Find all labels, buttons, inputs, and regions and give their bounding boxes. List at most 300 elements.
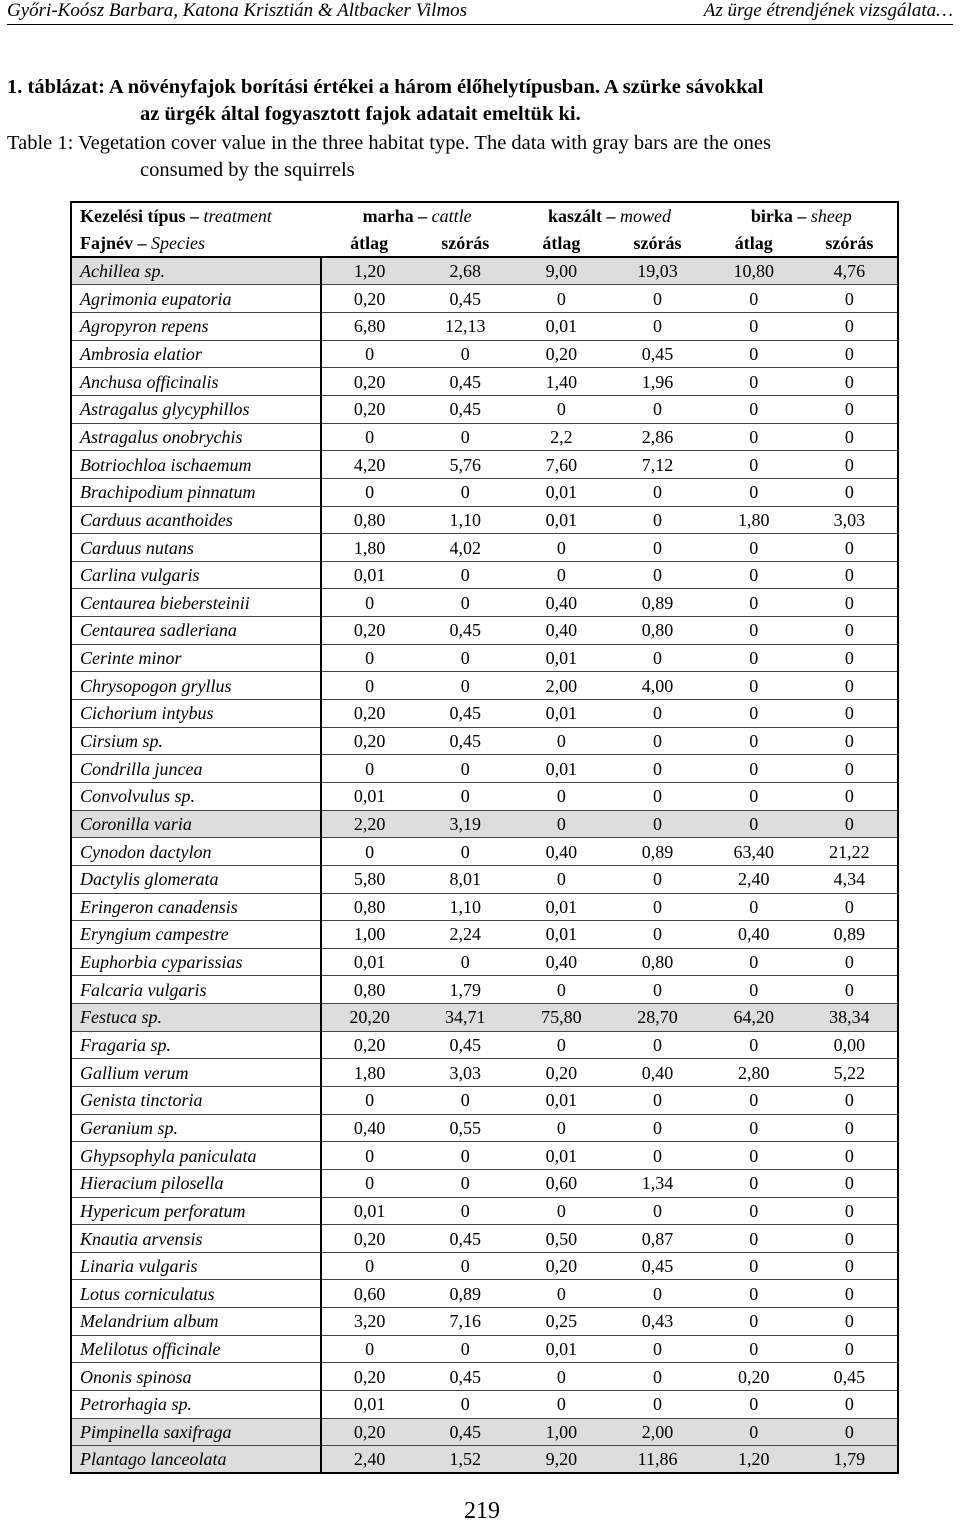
sd-value-cell: 0 bbox=[802, 1087, 898, 1115]
mean-value-cell: 2,40 bbox=[321, 1446, 417, 1474]
sd-value-cell: 0 bbox=[802, 451, 898, 479]
mean-value-cell: 0,20 bbox=[321, 368, 417, 396]
table-row bbox=[71, 893, 898, 921]
sd-value-cell: 0 bbox=[802, 810, 898, 838]
species-label-en: Species bbox=[151, 232, 205, 253]
species-name-cell: Agrimonia eupatoria bbox=[71, 285, 321, 313]
mean-value-cell: 0,20 bbox=[321, 1418, 417, 1446]
table-row bbox=[71, 921, 898, 949]
sd-value-cell: 7,16 bbox=[417, 1308, 513, 1336]
species-name-cell: Gallium verum bbox=[71, 1059, 321, 1087]
mean-value-cell: 0 bbox=[513, 782, 609, 810]
table-row bbox=[71, 1418, 898, 1446]
treatment-header-cell bbox=[71, 202, 321, 230]
table-row bbox=[71, 1391, 898, 1419]
sd-value-cell: 0,45 bbox=[417, 617, 513, 645]
sd-value-cell: 0 bbox=[609, 1087, 705, 1115]
group-label-hu: birka bbox=[750, 206, 793, 227]
sd-value-cell: 0 bbox=[802, 478, 898, 506]
mean-value-cell: 0 bbox=[321, 644, 417, 672]
sd-value-cell: 2,24 bbox=[417, 921, 513, 949]
group-label-en: sheep bbox=[810, 206, 852, 227]
dash: – bbox=[137, 232, 147, 253]
mean-value-cell: 0,01 bbox=[513, 755, 609, 783]
sd-value-cell: 0 bbox=[609, 700, 705, 728]
sd-value-cell: 0 bbox=[802, 1308, 898, 1336]
mean-value-cell: 10,80 bbox=[706, 257, 802, 285]
mean-value-cell: 0 bbox=[706, 976, 802, 1004]
mean-value-cell: 0,40 bbox=[513, 589, 609, 617]
sd-value-cell: 7,12 bbox=[609, 451, 705, 479]
mean-value-cell: 0,01 bbox=[513, 506, 609, 534]
mean-value-cell: 1,80 bbox=[321, 1059, 417, 1087]
sd-value-cell: 0 bbox=[802, 368, 898, 396]
species-name-cell: Anchusa officinalis bbox=[71, 368, 321, 396]
species-name-cell: Lotus corniculatus bbox=[71, 1280, 321, 1308]
sd-value-cell: 21,22 bbox=[802, 838, 898, 866]
table-row bbox=[71, 865, 898, 893]
mean-value-cell: 9,20 bbox=[513, 1446, 609, 1474]
mean-value-cell: 0 bbox=[706, 1391, 802, 1419]
sd-value-cell: 1,79 bbox=[417, 976, 513, 1004]
table-row bbox=[71, 534, 898, 562]
sd-value-cell: 0,89 bbox=[802, 921, 898, 949]
sd-value-cell: 0,45 bbox=[417, 368, 513, 396]
table-row bbox=[71, 451, 898, 479]
table-row bbox=[71, 700, 898, 728]
mean-value-cell: 0,40 bbox=[321, 1114, 417, 1142]
sd-value-cell: 0 bbox=[609, 810, 705, 838]
sd-value-cell: 0 bbox=[609, 506, 705, 534]
sd-value-cell: 0 bbox=[417, 1197, 513, 1225]
mean-value-cell: 0,01 bbox=[321, 561, 417, 589]
species-name-cell: Carduus nutans bbox=[71, 534, 321, 562]
mean-value-cell: 20,20 bbox=[321, 1004, 417, 1032]
table-row bbox=[71, 395, 898, 423]
mean-value-cell: 0 bbox=[706, 1142, 802, 1170]
sd-value-cell: 3,19 bbox=[417, 810, 513, 838]
stat-header-sd: szórás bbox=[417, 230, 513, 258]
mean-value-cell: 0 bbox=[706, 893, 802, 921]
sd-value-cell: 0,45 bbox=[417, 285, 513, 313]
sd-value-cell: 0 bbox=[609, 1197, 705, 1225]
sd-value-cell: 34,71 bbox=[417, 1004, 513, 1032]
mean-value-cell: 0 bbox=[706, 589, 802, 617]
mean-value-cell: 0 bbox=[706, 700, 802, 728]
sd-value-cell: 1,10 bbox=[417, 893, 513, 921]
species-name-cell: Eringeron canadensis bbox=[71, 893, 321, 921]
mean-value-cell: 0 bbox=[513, 1031, 609, 1059]
sd-value-cell: 0 bbox=[609, 1114, 705, 1142]
species-name-cell: Convolvulus sp. bbox=[71, 782, 321, 810]
mean-value-cell: 0 bbox=[706, 1225, 802, 1253]
sd-value-cell: 0 bbox=[802, 1252, 898, 1280]
species-name-cell: Astragalus onobrychis bbox=[71, 423, 321, 451]
sd-value-cell: 5,22 bbox=[802, 1059, 898, 1087]
mean-value-cell: 0,20 bbox=[513, 1252, 609, 1280]
mean-value-cell: 63,40 bbox=[706, 838, 802, 866]
mean-value-cell: 0 bbox=[706, 285, 802, 313]
mean-value-cell: 0,01 bbox=[513, 700, 609, 728]
sd-value-cell: 19,03 bbox=[609, 257, 705, 285]
table-row bbox=[71, 810, 898, 838]
header-authors: Győri-Koósz Barbara, Katona Krisztián & Altbacker Vilmos bbox=[7, 0, 468, 21]
species-label-hu: Fajnév bbox=[80, 232, 133, 253]
mean-value-cell: 0,50 bbox=[513, 1225, 609, 1253]
sd-value-cell: 1,10 bbox=[417, 506, 513, 534]
mean-value-cell: 1,00 bbox=[513, 1418, 609, 1446]
table-row bbox=[71, 755, 898, 783]
mean-value-cell: 0,01 bbox=[513, 313, 609, 341]
sd-value-cell: 0,40 bbox=[609, 1059, 705, 1087]
species-name-cell: Ononis spinosa bbox=[71, 1363, 321, 1391]
mean-value-cell: 0 bbox=[706, 1308, 802, 1336]
species-name-cell: Geranium sp. bbox=[71, 1114, 321, 1142]
sd-value-cell: 0 bbox=[802, 1335, 898, 1363]
table-row bbox=[71, 257, 898, 285]
sd-value-cell: 2,86 bbox=[609, 423, 705, 451]
species-name-cell: Fragaria sp. bbox=[71, 1031, 321, 1059]
sd-value-cell: 3,03 bbox=[417, 1059, 513, 1087]
mean-value-cell: 0 bbox=[321, 755, 417, 783]
sd-value-cell: 0 bbox=[802, 1169, 898, 1197]
sd-value-cell: 0 bbox=[802, 727, 898, 755]
table-row bbox=[71, 1169, 898, 1197]
stat-header-mean: átlag bbox=[513, 230, 609, 258]
sd-value-cell: 0 bbox=[802, 755, 898, 783]
mean-value-cell: 0,80 bbox=[321, 893, 417, 921]
sd-value-cell: 0,45 bbox=[417, 1031, 513, 1059]
mean-value-cell: 0 bbox=[321, 1169, 417, 1197]
stat-header-sd: szórás bbox=[609, 230, 705, 258]
sd-value-cell: 0 bbox=[802, 1280, 898, 1308]
table-row bbox=[71, 478, 898, 506]
sd-value-cell: 0,45 bbox=[802, 1363, 898, 1391]
treatment-header-row bbox=[71, 202, 898, 230]
group-header-mowed bbox=[513, 202, 705, 230]
header-article-title: Az ürge étrendjének vizsgálata… bbox=[703, 0, 953, 21]
mean-value-cell: 0 bbox=[321, 672, 417, 700]
species-name-cell: Cichorium intybus bbox=[71, 700, 321, 728]
sd-value-cell: 0 bbox=[609, 1363, 705, 1391]
mean-value-cell: 0 bbox=[706, 340, 802, 368]
species-name-cell: Centaurea biebersteinii bbox=[71, 589, 321, 617]
mean-value-cell: 0,20 bbox=[706, 1363, 802, 1391]
mean-value-cell: 0 bbox=[706, 1197, 802, 1225]
dash: – bbox=[606, 206, 616, 227]
mean-value-cell: 0,01 bbox=[321, 948, 417, 976]
table-row bbox=[71, 1363, 898, 1391]
table-row bbox=[71, 1446, 898, 1474]
mean-value-cell: 0,40 bbox=[706, 921, 802, 949]
sd-value-cell: 0 bbox=[802, 1225, 898, 1253]
mean-value-cell: 1,80 bbox=[706, 506, 802, 534]
species-name-cell: Cerinte minor bbox=[71, 644, 321, 672]
mean-value-cell: 0,20 bbox=[321, 1031, 417, 1059]
group-label-hu: marha bbox=[362, 206, 414, 227]
group-label-hu: kaszált bbox=[547, 206, 602, 227]
sd-value-cell: 28,70 bbox=[609, 1004, 705, 1032]
running-header bbox=[7, 0, 953, 25]
mean-value-cell: 2,80 bbox=[706, 1059, 802, 1087]
sd-value-cell: 0 bbox=[802, 534, 898, 562]
species-name-cell: Hieracium pilosella bbox=[71, 1169, 321, 1197]
species-name-cell: Astragalus glycyphillos bbox=[71, 395, 321, 423]
sd-value-cell: 0,45 bbox=[417, 1418, 513, 1446]
mean-value-cell: 0 bbox=[706, 423, 802, 451]
dash: – bbox=[418, 206, 428, 227]
mean-value-cell: 7,60 bbox=[513, 451, 609, 479]
treatment-label-en: treatment bbox=[203, 206, 272, 227]
sd-value-cell: 0 bbox=[802, 561, 898, 589]
mean-value-cell: 0 bbox=[513, 561, 609, 589]
mean-value-cell: 0,20 bbox=[321, 727, 417, 755]
mean-value-cell: 0 bbox=[706, 534, 802, 562]
mean-value-cell: 0 bbox=[706, 948, 802, 976]
table-row bbox=[71, 313, 898, 341]
mean-value-cell: 4,20 bbox=[321, 451, 417, 479]
sd-value-cell: 0 bbox=[802, 893, 898, 921]
sd-value-cell: 0,89 bbox=[609, 589, 705, 617]
mean-value-cell: 0,20 bbox=[513, 340, 609, 368]
mean-value-cell: 0,01 bbox=[513, 893, 609, 921]
sd-value-cell: 4,02 bbox=[417, 534, 513, 562]
species-name-cell: Centaurea sadleriana bbox=[71, 617, 321, 645]
table-row bbox=[71, 672, 898, 700]
sd-value-cell: 0,80 bbox=[609, 617, 705, 645]
species-header-cell bbox=[71, 230, 321, 258]
mean-value-cell: 0,01 bbox=[513, 478, 609, 506]
species-name-cell: Agropyron repens bbox=[71, 313, 321, 341]
mean-value-cell: 0 bbox=[513, 810, 609, 838]
sd-value-cell: 12,13 bbox=[417, 313, 513, 341]
table-caption bbox=[7, 74, 952, 184]
mean-value-cell: 0 bbox=[513, 534, 609, 562]
sd-value-cell: 0 bbox=[417, 561, 513, 589]
sd-value-cell: 0,55 bbox=[417, 1114, 513, 1142]
mean-value-cell: 1,80 bbox=[321, 534, 417, 562]
sd-value-cell: 0 bbox=[417, 672, 513, 700]
mean-value-cell: 0 bbox=[706, 1252, 802, 1280]
mean-value-cell: 0 bbox=[513, 727, 609, 755]
species-name-cell: Botriochloa ischaemum bbox=[71, 451, 321, 479]
sd-value-cell: 0 bbox=[417, 948, 513, 976]
mean-value-cell: 0 bbox=[321, 1252, 417, 1280]
caption-hungarian-line-2: az ürgék által fogyasztott fajok adatait emeltük ki. bbox=[140, 103, 581, 125]
mean-value-cell: 2,00 bbox=[513, 672, 609, 700]
mean-value-cell: 0,40 bbox=[513, 948, 609, 976]
sd-value-cell: 0 bbox=[609, 1335, 705, 1363]
species-name-cell: Linaria vulgaris bbox=[71, 1252, 321, 1280]
table-row bbox=[71, 561, 898, 589]
species-name-cell: Carlina vulgaris bbox=[71, 561, 321, 589]
mean-value-cell: 0,80 bbox=[321, 506, 417, 534]
mean-value-cell: 0,01 bbox=[513, 1335, 609, 1363]
sd-value-cell: 0 bbox=[802, 395, 898, 423]
sd-value-cell: 0,87 bbox=[609, 1225, 705, 1253]
sd-value-cell: 0 bbox=[802, 1391, 898, 1419]
sd-value-cell: 0,00 bbox=[802, 1031, 898, 1059]
species-name-cell: Pimpinella saxifraga bbox=[71, 1418, 321, 1446]
sd-value-cell: 0 bbox=[609, 1142, 705, 1170]
table-row bbox=[71, 1114, 898, 1142]
sd-value-cell: 0 bbox=[609, 976, 705, 1004]
sd-value-cell: 0,45 bbox=[609, 1252, 705, 1280]
mean-value-cell: 0,01 bbox=[321, 1391, 417, 1419]
sd-value-cell: 0 bbox=[417, 340, 513, 368]
table-row bbox=[71, 1059, 898, 1087]
sd-value-cell: 38,34 bbox=[802, 1004, 898, 1032]
table-row bbox=[71, 1225, 898, 1253]
sd-value-cell: 0,89 bbox=[609, 838, 705, 866]
sd-value-cell: 0 bbox=[609, 285, 705, 313]
table-row bbox=[71, 423, 898, 451]
mean-value-cell: 0 bbox=[706, 1418, 802, 1446]
table-row bbox=[71, 948, 898, 976]
mean-value-cell: 0 bbox=[706, 1114, 802, 1142]
table-row bbox=[71, 1142, 898, 1170]
sd-value-cell: 1,96 bbox=[609, 368, 705, 396]
sd-value-cell: 4,76 bbox=[802, 257, 898, 285]
caption-english-line-1: Table 1: Vegetation cover value in the three habitat type. The data with gray bars are the ones bbox=[7, 132, 771, 154]
table-row bbox=[71, 976, 898, 1004]
sd-value-cell: 0,45 bbox=[417, 1363, 513, 1391]
table-row bbox=[71, 1280, 898, 1308]
mean-value-cell: 0,20 bbox=[321, 700, 417, 728]
sd-value-cell: 0 bbox=[609, 1391, 705, 1419]
table-row bbox=[71, 506, 898, 534]
table-row bbox=[71, 340, 898, 368]
sd-value-cell: 0 bbox=[609, 313, 705, 341]
mean-value-cell: 0,25 bbox=[513, 1308, 609, 1336]
mean-value-cell: 0 bbox=[513, 1363, 609, 1391]
mean-value-cell: 0 bbox=[706, 368, 802, 396]
sd-value-cell: 0 bbox=[417, 1252, 513, 1280]
sd-value-cell: 0 bbox=[417, 838, 513, 866]
sd-value-cell: 0 bbox=[609, 921, 705, 949]
stat-header-sd: szórás bbox=[802, 230, 898, 258]
sd-value-cell: 0 bbox=[609, 782, 705, 810]
mean-value-cell: 0 bbox=[321, 589, 417, 617]
table-row bbox=[71, 727, 898, 755]
mean-value-cell: 0 bbox=[321, 1335, 417, 1363]
sd-value-cell: 1,52 bbox=[417, 1446, 513, 1474]
sd-value-cell: 0 bbox=[417, 755, 513, 783]
sd-value-cell: 0 bbox=[417, 1169, 513, 1197]
mean-value-cell: 0,20 bbox=[321, 285, 417, 313]
sd-value-cell: 0 bbox=[802, 617, 898, 645]
mean-value-cell: 0 bbox=[706, 395, 802, 423]
mean-value-cell: 0 bbox=[513, 1197, 609, 1225]
species-name-cell: Plantago lanceolata bbox=[71, 1446, 321, 1474]
dash: – bbox=[797, 206, 807, 227]
mean-value-cell: 0,60 bbox=[513, 1169, 609, 1197]
species-name-cell: Coronilla varia bbox=[71, 810, 321, 838]
sd-value-cell: 2,00 bbox=[609, 1418, 705, 1446]
species-name-cell: Euphorbia cyparissias bbox=[71, 948, 321, 976]
table-row bbox=[71, 1004, 898, 1032]
mean-value-cell: 0 bbox=[706, 1087, 802, 1115]
sd-value-cell: 1,79 bbox=[802, 1446, 898, 1474]
mean-value-cell: 0 bbox=[513, 976, 609, 1004]
table-row bbox=[71, 1335, 898, 1363]
sd-value-cell: 0 bbox=[609, 1031, 705, 1059]
table-row bbox=[71, 1087, 898, 1115]
sd-value-cell: 0 bbox=[417, 782, 513, 810]
sd-value-cell: 0 bbox=[417, 589, 513, 617]
table-row bbox=[71, 1308, 898, 1336]
sd-value-cell: 0 bbox=[417, 1087, 513, 1115]
species-name-cell: Cynodon dactylon bbox=[71, 838, 321, 866]
sd-value-cell: 0 bbox=[802, 340, 898, 368]
mean-value-cell: 0 bbox=[706, 755, 802, 783]
treatment-label-hu: Kezelési típus bbox=[80, 206, 186, 227]
sd-value-cell: 0,45 bbox=[417, 727, 513, 755]
species-name-cell: Achillea sp. bbox=[71, 257, 321, 285]
mean-value-cell: 0,20 bbox=[321, 1225, 417, 1253]
sd-value-cell: 4,00 bbox=[609, 672, 705, 700]
species-name-cell: Falcaria vulgaris bbox=[71, 976, 321, 1004]
sd-value-cell: 0 bbox=[609, 478, 705, 506]
mean-value-cell: 0,40 bbox=[513, 617, 609, 645]
mean-value-cell: 0 bbox=[706, 478, 802, 506]
mean-value-cell: 0,01 bbox=[513, 1142, 609, 1170]
sd-value-cell: 0 bbox=[609, 644, 705, 672]
sd-value-cell: 0,45 bbox=[417, 395, 513, 423]
species-name-cell: Chrysopogon gryllus bbox=[71, 672, 321, 700]
mean-value-cell: 0 bbox=[513, 1391, 609, 1419]
mean-value-cell: 0,20 bbox=[321, 617, 417, 645]
sd-value-cell: 0 bbox=[609, 1280, 705, 1308]
sd-value-cell: 0,45 bbox=[417, 1225, 513, 1253]
mean-value-cell: 0 bbox=[513, 865, 609, 893]
mean-value-cell: 0 bbox=[706, 782, 802, 810]
species-name-cell: Ghypsophyla paniculata bbox=[71, 1142, 321, 1170]
sd-value-cell: 0 bbox=[609, 395, 705, 423]
sd-value-cell: 0 bbox=[417, 644, 513, 672]
table-row bbox=[71, 285, 898, 313]
table-row bbox=[71, 782, 898, 810]
sd-value-cell: 1,34 bbox=[609, 1169, 705, 1197]
species-name-cell: Melandrium album bbox=[71, 1308, 321, 1336]
mean-value-cell: 0 bbox=[513, 1114, 609, 1142]
sd-value-cell: 0 bbox=[802, 782, 898, 810]
table-row bbox=[71, 589, 898, 617]
mean-value-cell: 1,20 bbox=[321, 257, 417, 285]
sd-value-cell: 0 bbox=[417, 423, 513, 451]
sd-value-cell: 8,01 bbox=[417, 865, 513, 893]
dash: – bbox=[190, 206, 199, 227]
species-name-cell: Petrorhagia sp. bbox=[71, 1391, 321, 1419]
sd-value-cell: 11,86 bbox=[609, 1446, 705, 1474]
table-row bbox=[71, 617, 898, 645]
mean-value-cell: 0 bbox=[513, 1280, 609, 1308]
mean-value-cell: 0 bbox=[321, 838, 417, 866]
mean-value-cell: 0 bbox=[706, 727, 802, 755]
mean-value-cell: 0,01 bbox=[513, 921, 609, 949]
sd-value-cell: 0 bbox=[417, 1142, 513, 1170]
sd-value-cell: 5,76 bbox=[417, 451, 513, 479]
caption-english-line-2: consumed by the squirrels bbox=[140, 159, 355, 181]
species-name-cell: Hypericum perforatum bbox=[71, 1197, 321, 1225]
page-number: 219 bbox=[464, 1498, 500, 1524]
species-name-cell: Festuca sp. bbox=[71, 1004, 321, 1032]
sd-value-cell: 0 bbox=[802, 1197, 898, 1225]
table-row bbox=[71, 644, 898, 672]
species-name-cell: Eryngium campestre bbox=[71, 921, 321, 949]
mean-value-cell: 0 bbox=[321, 423, 417, 451]
sd-value-cell: 0,45 bbox=[609, 340, 705, 368]
